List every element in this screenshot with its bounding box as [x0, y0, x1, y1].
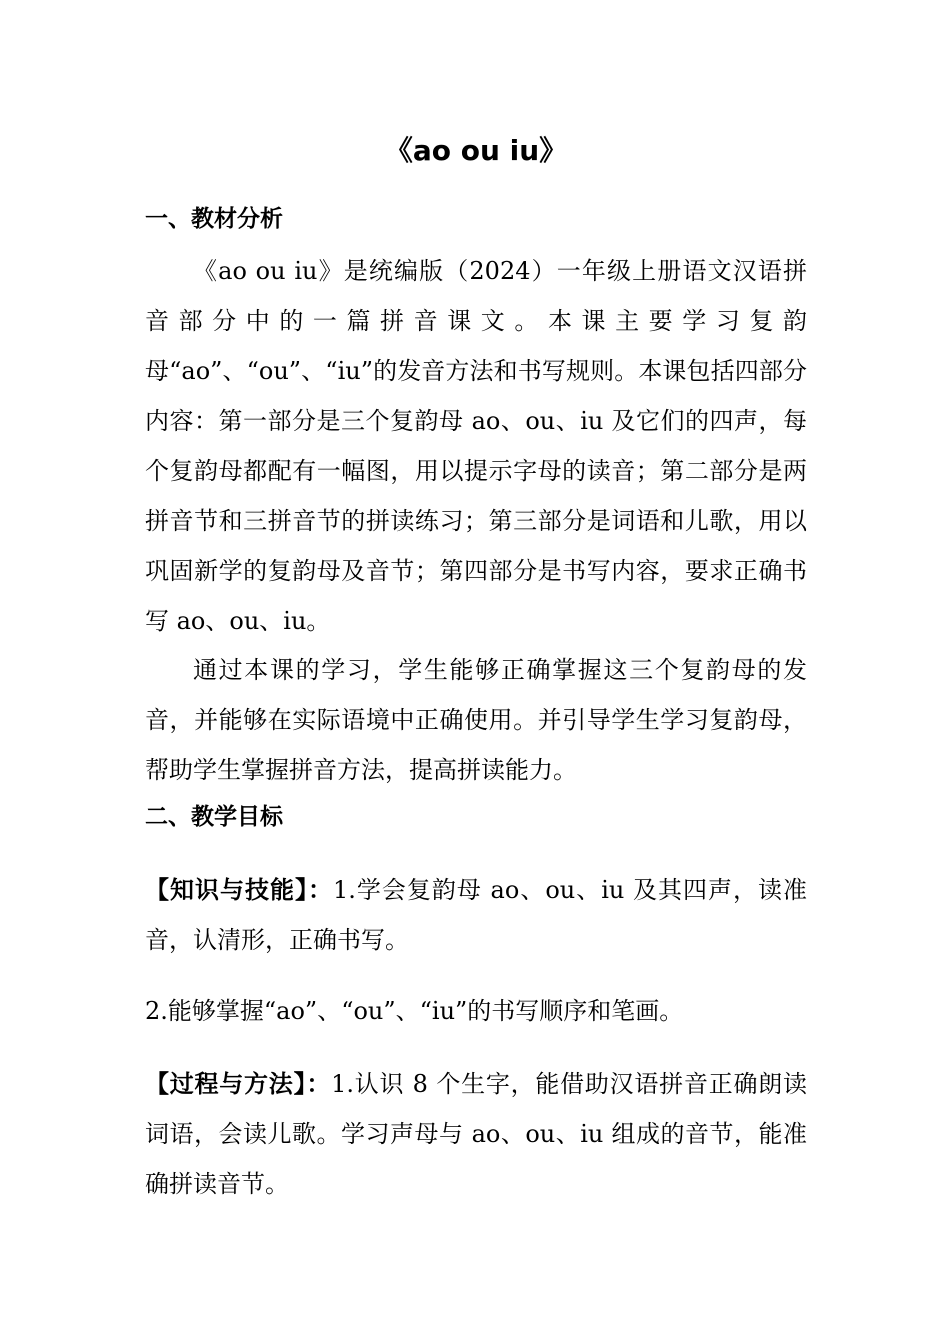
goal-label-knowledge-skills: 【知识与技能】： — [145, 876, 334, 904]
goal-text-process-methods: 1.认识 8 个生字，能借助汉语拼音正确朗读词语，会读儿歌。学习声母与 ao、ou、iu 组成的音节，能准确拼读音节。 — [145, 1070, 807, 1198]
document-title: 《ao ou iu》 — [384, 134, 568, 167]
goal-writing-order — [145, 986, 807, 1036]
goal-text-knowledge-skills: 1.学会复韵母 ao、ou、iu 及其四声，读准音，认清形，正确书写。 — [145, 876, 808, 954]
section-heading-textbook-analysis: 一、教材分析 — [145, 206, 283, 232]
section-heading-teaching-goals: 二、教学目标 — [145, 804, 283, 830]
goal-knowledge-skills — [145, 865, 807, 965]
goal-text-writing-order: 2.能够掌握“ao”、“ou”、“iu”的书写顺序和笔画。 — [145, 997, 684, 1025]
goal-label-process-methods: 【过程与方法】： — [145, 1070, 332, 1098]
paragraph-learning-outcome: 通过本课的学习，学生能够正确掌握这三个复韵母的发音，并能够在实际语境中正确使用。并引导学生学习复韵母，帮助学生掌握拼音方法，提高拼读能力。 — [145, 656, 807, 784]
goal-process-methods — [145, 1059, 807, 1209]
paragraph-textbook-overview: 《ao ou iu》是统编版（2024）一年级上册语文汉语拼音部分中的一篇拼音课文。本课主要学习复韵母“ao”、“ou”、“iu”的发音方法和书写规则。本课包括四部分内容：第一部分是三个复韵母 ao、ou、iu 及它们的四声，每个复韵母都配有一幅图，用以提示字母的读音；第二部分是两拼音节和三拼音节的拼读练习；第三部分是词语和儿歌，用以巩固新学的复韵母及音节；第四部分是书写内容，要求正确书写 ao、ou、iu。 — [145, 257, 807, 635]
